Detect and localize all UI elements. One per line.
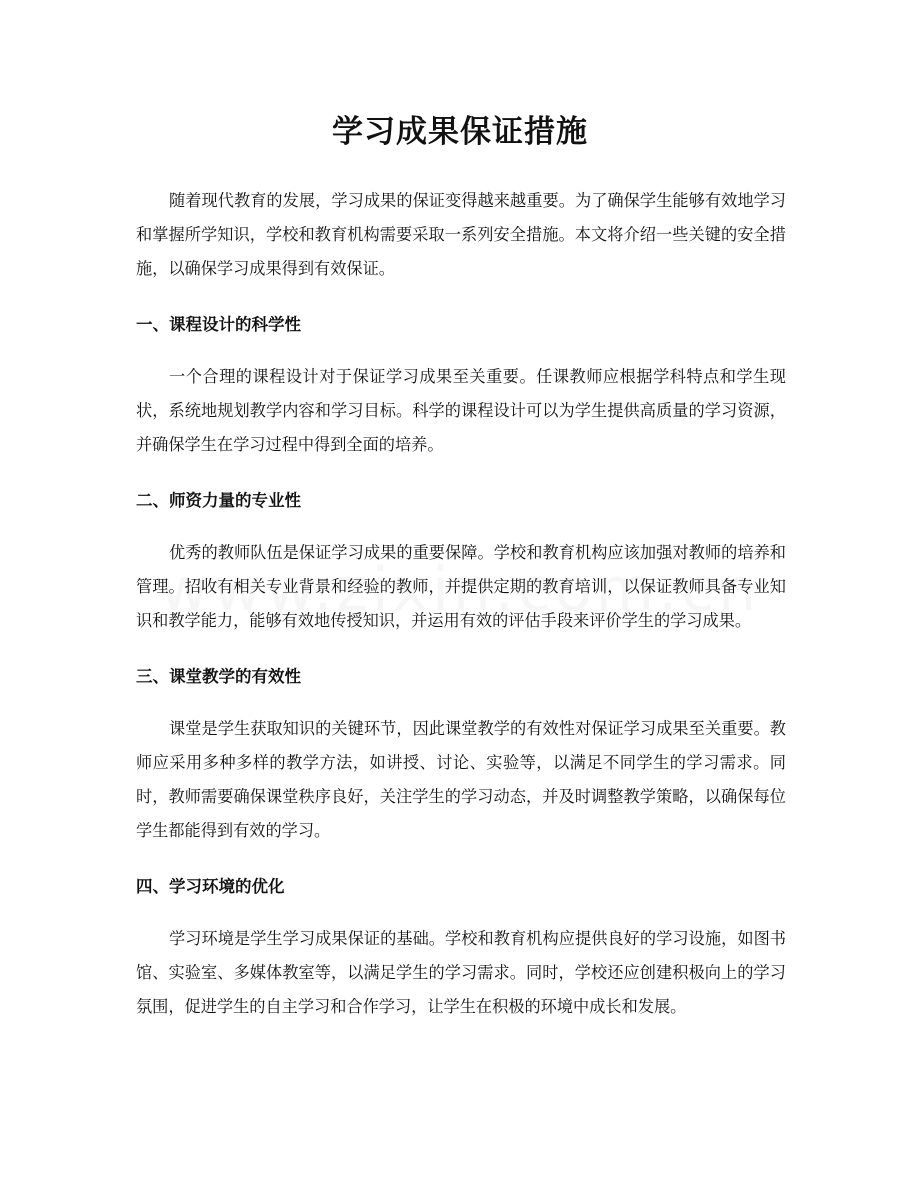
section-paragraph-4: 学习环境是学生学习成果保证的基础。学校和教育机构应提供良好的学习设施，如图书馆、实验室、多媒体教室等，以满足学生的学习需求。同时，学校还应创建积极向上的学习氛围，促进学生的自主学习和合作学习，让学生在积极的环境中成长和发展。: [136, 929, 786, 1016]
section-heading-3: 三、课堂教学的有效性: [136, 667, 301, 686]
document-body: [136, 184, 786, 1024]
section-heading-2: 二、师资力量的专业性: [136, 491, 301, 510]
section-heading-1: 一、课程设计的科学性: [136, 315, 301, 334]
section-paragraph-3: 课堂是学生获取知识的关键环节，因此课堂教学的有效性对保证学习成果至关重要。教师应采用多种多样的教学方法，如讲授、讨论、实验等，以满足不同学生的学习需求。同时，教师需要确保课堂秩序良好，关注学生的学习动态，并及时调整教学策略，以确保每位学生都能得到有效的学习。: [136, 719, 786, 840]
section-heading-4: 四、学习环境的优化: [136, 877, 285, 896]
section-paragraph-2: 优秀的教师队伍是保证学习成果的重要保障。学校和教育机构应该加强对教师的培养和管理。招收有相关专业背景和经验的教师，并提供定期的教育培训，以保证教师具备专业知识和教学能力，能够有效地传授知识，并运用有效的评估手段来评价学生的学习成果。: [136, 543, 786, 630]
section-paragraph-1: 一个合理的课程设计对于保证学习成果至关重要。任课教师应根据学科特点和学生现状，系统地规划教学内容和学习目标。科学的课程设计可以为学生提供高质量的学习资源，并确保学生在学习过程中得到全面的培养。: [136, 367, 786, 454]
document-title: 学习成果保证措施: [332, 114, 588, 150]
intro-paragraph: 随着现代教育的发展，学习成果的保证变得越来越重要。为了确保学生能够有效地学习和掌握所学知识，学校和教育机构需要采取一系列安全措施。本文将介绍一些关键的安全措施，以确保学习成果得到有效保证。: [136, 191, 786, 278]
